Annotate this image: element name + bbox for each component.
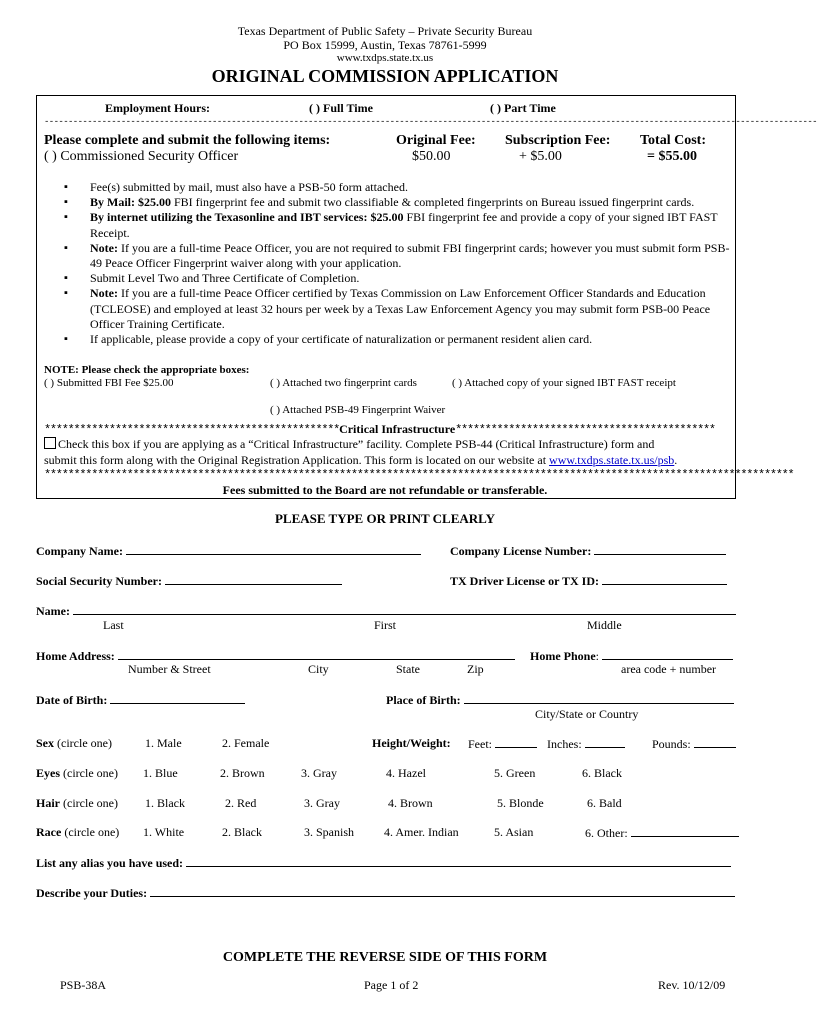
hair-option[interactable]: 1. Black	[145, 796, 185, 810]
stars-left: **************************************************	[44, 423, 340, 437]
eyes-option[interactable]: 5. Green	[494, 766, 536, 780]
critical-text-line2: submit this form along with the Original Registration Application. This form is located on our website at www.txdps.state.tx.us/psb.	[44, 453, 678, 467]
eyes-option[interactable]: 6. Black	[582, 766, 622, 780]
phone-area-code-label: area code + number	[621, 662, 717, 676]
pounds-field[interactable]: Pounds:	[652, 736, 736, 752]
list-item: ▪ Submit Level Two and Three Certificate of Completion.	[62, 271, 732, 286]
hair-option[interactable]: 6. Bald	[587, 796, 622, 810]
list-item: ▪ Note: If you are a full-time Peace Officer, you are not required to submit FBI fingerprint cards; however you must submit form PSB-49 Peace Officer Fingerprint waiver along with your application.	[62, 241, 732, 271]
name-field[interactable]: Name:	[36, 603, 736, 619]
inches-field[interactable]: Inches:	[547, 736, 625, 752]
race-option[interactable]: 4. Amer. Indian	[384, 825, 459, 839]
eyes-label: Eyes (circle one)	[36, 766, 118, 780]
items-heading: Please complete and submit the following items:	[44, 133, 331, 148]
critical-infrastructure-checkbox[interactable]	[44, 437, 56, 449]
employment-hours-label: Employment Hours:	[105, 101, 210, 115]
total-cost-value: = $55.00	[647, 149, 697, 164]
agency-website[interactable]: www.txdps.state.tx.us	[336, 52, 434, 64]
home-address-field[interactable]: Home Address:	[36, 648, 515, 664]
critical-text-line1: Check this box if you are applying as a “Critical Infrastructure” facility. Complete PSB-44 (Critical Infrastructure) form and	[44, 437, 654, 452]
page-title: ORIGINAL COMMISSION APPLICATION	[211, 66, 559, 86]
total-cost-label: Total Cost:	[640, 133, 706, 148]
hair-option[interactable]: 3. Gray	[304, 796, 340, 810]
note-option-waiver[interactable]: ( ) Attached PSB-49 Fingerprint Waiver	[270, 404, 446, 416]
stars-right: ********************************************	[455, 423, 715, 437]
eyes-option[interactable]: 3. Gray	[301, 766, 337, 780]
part-time-option[interactable]: ( ) Part Time	[490, 101, 556, 115]
hair-option[interactable]: 2. Red	[225, 796, 257, 810]
list-item: ▪ By Mail: $25.00 FBI fingerprint fee and submit two classifiable & completed fingerprints on Bureau issued fingerprint cards.	[62, 195, 732, 210]
print-clearly-note: PLEASE TYPE OR PRINT CLEARLY	[274, 511, 496, 526]
commissioned-officer-option[interactable]: ( ) Commissioned Security Officer	[44, 149, 239, 164]
note-option-ibt-receipt[interactable]: ( ) Attached copy of your signed IBT FAST receipt	[452, 377, 676, 389]
critical-infrastructure-header	[44, 422, 715, 437]
birth-place-hint: City/State or Country	[535, 707, 639, 721]
race-label: Race (circle one)	[36, 825, 120, 839]
list-item: ▪ Note: If you are a full-time Peace Officer certified by Texas Commission on Law Enforcement Officer Standards and Education (TCLEOSE) and employed at least 32 hours per week by a Texas Law Enforcement Agency you may submit form PSB-00 Peace Officer Training Certificate.	[62, 286, 732, 332]
list-item: ▪ By internet utilizing the Texasonline and IBT services: $25.00 FBI fingerprint fee and provide a copy of your signed IBT FAST Receipt.	[62, 210, 732, 240]
race-option[interactable]: 1. White	[143, 825, 185, 839]
home-phone-field[interactable]: Home Phone:	[530, 648, 733, 664]
subscription-fee-value: + $5.00	[519, 149, 562, 164]
height-weight-label: Height/Weight:	[372, 736, 451, 750]
address-street-label: Number & Street	[128, 662, 211, 676]
agency-name: Texas Department of Public Safety – Private Security Bureau	[237, 24, 533, 38]
sex-option-female[interactable]: 2. Female	[222, 736, 270, 750]
eyes-option[interactable]: 2. Brown	[220, 766, 265, 780]
critical-heading: Critical Infrastructure	[339, 422, 456, 436]
stars-bottom: *******************************************************************************************************************************	[44, 468, 794, 482]
address-zip-label: Zip	[467, 662, 484, 676]
revision-date: Rev. 10/12/09	[658, 978, 726, 992]
page-number: Page 1 of 2	[364, 978, 419, 992]
company-name-field[interactable]: Company Name:	[36, 543, 421, 559]
note-option-fbi-fee[interactable]: ( ) Submitted FBI Fee $25.00	[44, 377, 174, 389]
hair-label: Hair (circle one)	[36, 796, 118, 810]
eyes-option[interactable]: 4. Hazel	[386, 766, 426, 780]
sex-label: Sex (circle one)	[36, 736, 112, 750]
psb-website-link[interactable]: www.txdps.state.tx.us/psb	[549, 453, 675, 467]
hair-option[interactable]: 4. Brown	[388, 796, 433, 810]
address-city-label: City	[308, 662, 329, 676]
race-option[interactable]: 5. Asian	[494, 825, 534, 839]
form-id: PSB-38A	[60, 978, 107, 992]
company-license-field[interactable]: Company License Number:	[450, 543, 726, 559]
duties-field[interactable]: Describe your Duties:	[36, 885, 735, 901]
subscription-fee-label: Subscription Fee:	[505, 133, 611, 148]
agency-address: PO Box 15999, Austin, Texas 78761-5999	[283, 38, 487, 52]
name-first-label: First	[374, 618, 397, 632]
full-time-option[interactable]: ( ) Full Time	[309, 101, 373, 115]
list-item: ▪ If applicable, please provide a copy of your certificate of naturalization or permanent resident alien card.	[62, 332, 732, 347]
name-last-label: Last	[103, 618, 124, 632]
alias-field[interactable]: List any alias you have used:	[36, 855, 731, 871]
date-of-birth-field[interactable]: Date of Birth:	[36, 692, 245, 708]
original-fee-value: $50.00	[412, 149, 451, 164]
drivers-license-field[interactable]: TX Driver License or TX ID:	[450, 573, 727, 589]
note-heading: NOTE: Please check the appropriate boxes:	[44, 364, 250, 376]
sex-option-male[interactable]: 1. Male	[145, 736, 182, 750]
address-state-label: State	[396, 662, 420, 676]
refund-note: Fees submitted to the Board are not refundable or transferable.	[222, 483, 548, 497]
original-fee-label: Original Fee:	[396, 133, 476, 148]
race-option[interactable]: 2. Black	[222, 825, 262, 839]
feet-field[interactable]: Feet:	[468, 736, 537, 752]
requirements-list	[62, 180, 732, 347]
ssn-field[interactable]: Social Security Number:	[36, 573, 342, 589]
dashed-divider: -----------------------------------------------------------------------------------------------------------------------------------------------------------------	[44, 117, 817, 127]
note-option-fingerprint-cards[interactable]: ( ) Attached two fingerprint cards	[270, 377, 417, 389]
place-of-birth-field[interactable]: Place of Birth:	[386, 692, 734, 708]
hair-option[interactable]: 5. Blonde	[497, 796, 544, 810]
complete-reverse-note: COMPLETE THE REVERSE SIDE OF THIS FORM	[222, 950, 548, 965]
race-option[interactable]: 3. Spanish	[304, 825, 355, 839]
race-other-field[interactable]: 6. Other:	[585, 825, 739, 841]
list-item: ▪ Fee(s) submitted by mail, must also have a PSB-50 form attached.	[62, 180, 732, 195]
eyes-option[interactable]: 1. Blue	[143, 766, 178, 780]
name-middle-label: Middle	[587, 618, 622, 632]
